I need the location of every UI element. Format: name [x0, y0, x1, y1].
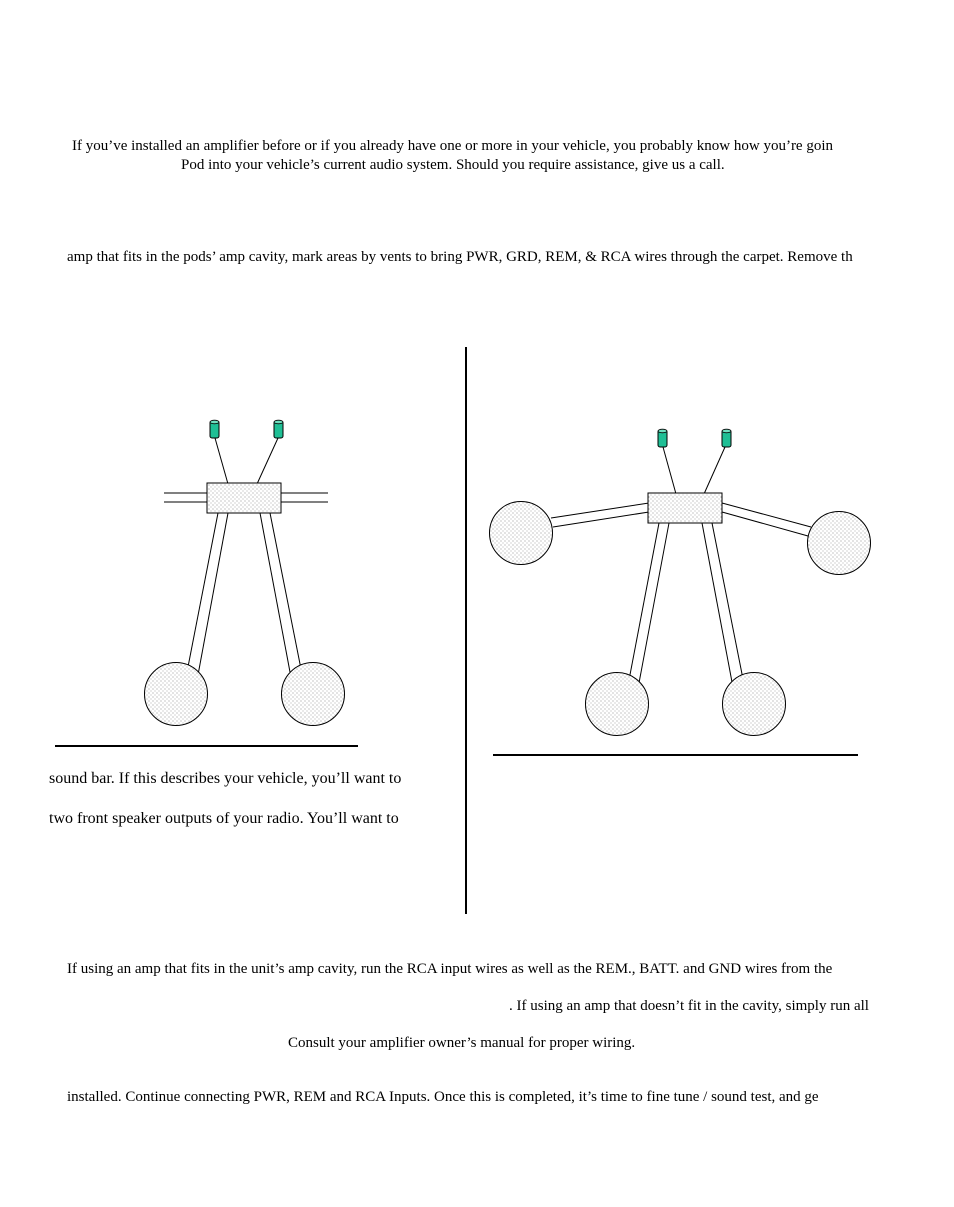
rca-wire-right — [257, 438, 278, 484]
wiring-line-2: . If using an amp that doesn’t fit in the cavity, simply run all — [509, 998, 869, 1014]
rca-plug-icon — [274, 420, 283, 438]
rca-plug-icon — [210, 420, 219, 438]
rca-plug-icon — [658, 429, 667, 447]
wiring-line-3: Consult your amplifier owner’s manual for proper wiring. — [288, 1035, 636, 1051]
four-speaker-diagram — [490, 429, 871, 735]
rca-plug-icon — [722, 429, 731, 447]
amp-instruction-line: amp that fits in the pods’ amp cavity, mark areas by vents to bring PWR, GRD, REM, & RCA wires through the carpet. Remove th — [67, 249, 853, 265]
rca-wire-left — [215, 438, 228, 484]
speaker-icon — [723, 673, 786, 736]
speaker-icon — [282, 663, 345, 726]
intro-line-2: Pod into your vehicle’s current audio system. Should you require assistance, give us a call. — [181, 157, 725, 173]
amplifier-box — [648, 493, 722, 523]
speaker-icon — [586, 673, 649, 736]
left-panel-line-1: sound bar. If this describes your vehicle, you’ll want to — [49, 770, 402, 787]
left-diagram-rule — [55, 745, 358, 747]
speaker-icon — [145, 663, 208, 726]
two-speaker-diagram — [145, 420, 345, 725]
speaker-icon — [808, 512, 871, 575]
intro-line-1: If you’ve installed an amplifier before or if you already have one or more in your vehicle, you probably know how you’re goin — [72, 138, 834, 154]
amplifier-box — [207, 483, 281, 513]
final-instruction-line: installed. Continue connecting PWR, REM and RCA Inputs. Once this is completed, it’s time to fine tune / sound test, and ge — [67, 1089, 819, 1105]
speaker-icon — [490, 502, 553, 565]
left-panel-line-2: two front speaker outputs of your radio. You’ll want to — [49, 810, 399, 827]
wiring-line-1: If using an amp that fits in the unit’s amp cavity, run the RCA input wires as well as the REM., BATT. and GND wires from the — [67, 961, 833, 977]
right-diagram-rule — [493, 754, 858, 756]
